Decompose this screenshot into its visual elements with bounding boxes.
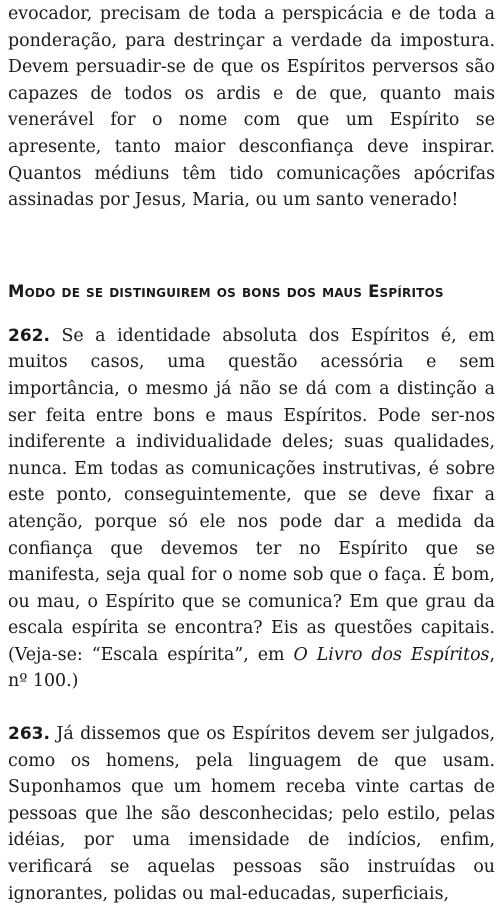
item-number-262: 262. — [8, 325, 50, 346]
item-number-263: 263. — [8, 724, 50, 745]
paragraph-263-text: Já dissemos que os Espíritos devem ser julgados, como os homens, pela linguagem de que usam. Suponhamos que um homem receba vinte cartas de pessoas que lhe são desconhecidas; pelo estilo, pelas idéias, por uma imensidade de indícios, enfim, verificará se aquelas pessoas são instruídas ou ignorantes, polidas ou mal-educadas, superficiais, — [8, 724, 495, 904]
paragraph-262 — [8, 323, 495, 695]
book-title: O Livro dos Espíritos — [293, 644, 490, 665]
section-heading — [8, 278, 495, 305]
paragraph-262-tail: , nº 100.) — [8, 644, 495, 692]
continued-paragraph: evocador, precisam de toda a perspicácia e de toda a ponderação, para destrinçar a verdade da impostura. Devem persuadir-se de que os Espíritos perversos são capazes de todos os ardis e de que, quanto mais venerável for o nome com que um Espírito se apresente, tanto maior desconfiança deve inspirar. Quantos médiuns têm tido comunicações apócrifas assinadas por Jesus, Maria, ou um santo venerado! — [8, 4, 495, 211]
paragraph-263 — [8, 721, 495, 907]
section-heading-text: Modo de se distinguirem os bons dos maus Espíritos — [8, 281, 444, 301]
paragraph-262-text: Se a identidade absoluta dos Espíritos é, em muitos casos, uma questão acessória e sem importância, o mesmo já não se dá com a distinção a ser feita entre bons e maus Espíritos. Pode ser-nos indiferente a individualidade deles; suas qualidades, nunca. Em todas as comunicações instrutivas, é sobre este ponto, conseguintemente, que se deve fixar a atenção, porque só ele nos pode dar a medida da confiança que devemos ter no Espírito que se manifesta, seja qual for o nome sob que o faça. É bom, ou mau, o Espírito que se comunica? Em que grau da escala espírita se encontra? Eis as questões capitais. (Veja-se: “Escala espírita”, em — [8, 325, 495, 665]
